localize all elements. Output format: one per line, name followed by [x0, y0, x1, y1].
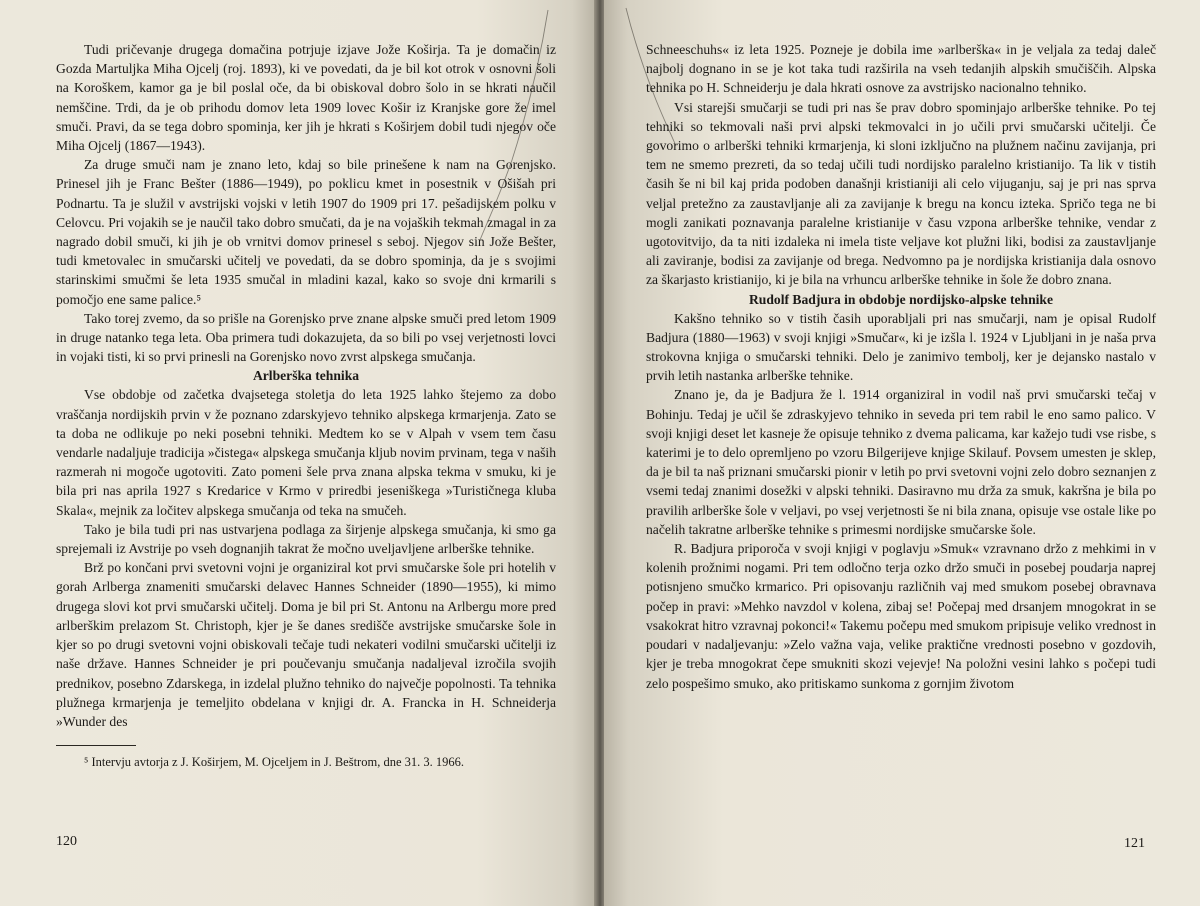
right-page: [604, 0, 1200, 906]
pencil-mark: [0, 0, 596, 906]
footnote: ⁵ Intervju avtorja z J. Koširjem, M. Ojceljem in J. Beštrom, dne 31. 3. 1966.: [84, 755, 464, 770]
paragraph: Schneeschuhs« iz leta 1925. Pozneje je dobila ime »arlberška« in je veljala za tedaj daleč najbolj dognano in se je kot taka tudi razširila na vseh tedanjih alpskih smučiščih. Alpska tehnika po H. Schneiderju je dala hkrati osnove za avstrijsko nacionalno tehniko.: [646, 42, 1156, 96]
section-heading: Rudolf Badjura in obdobje nordijsko-alpske tehnike: [748, 291, 1054, 307]
left-page: [0, 0, 596, 906]
paragraph: Vse obdobje od začetka dvajsetega stoletja do leta 1925 lahko štejemo za dobo vraščanja nordijskih prvin v že poznano zdarskyjevo tehniko alpskega krmarjenja. Zato se ta doba ne odlikuje po neki posebni tehniki. Medtem ko se v Alpah v vsem tem času vendarle nadaljuje tradicija »čistega« alpskega smučanja kljub novim prvinam, tega v naših razmerah ni mogoče ugotoviti. Zato pomeni šele prva znana alpska tekma v smuku, ki je bila pri nas aprila 1927 s Kredarice v Krmo v priredbi jeseniškega »Turističnega kluba Skala«, mejnik za ločitev alpskega smučanja od teka na smučeh.: [56, 387, 556, 518]
page-number: 120: [56, 834, 77, 849]
paragraph: Tudi pričevanje drugega domačina potrjuje izjave Jože Koširja. Ta je domačin iz Gozda Martuljka Miha Ojcelj (roj. 1893), ki ve povedati, da je bil kot otrok v osnovni šoli na Koroškem, kamor ga je bil poslal oče, da bi obiskoval dobro šolo in se hkrati naučil nemščine. Trdi, da je ob prihodu domov leta 1909 lovec Košir iz Kranjske gore že imel smuči. Pravi, da se tega dobro spominja, ker jih je hkrati s Koširjem dobil tudi njegov oče Miha Ojcelj (1867—1943).: [56, 42, 556, 154]
section-heading: Arlberška tehnika: [252, 368, 360, 384]
paragraph: Tako torej zvemo, da so prišle na Gorenjsko prve znane alpske smuči pred letom 1909 in druge natanko tega leta. Oba primera tudi dokazujeta, da so bili po vsej verjetnosti lovci in vojaki tisti, ki so prvi prinesli na Gorenjsko novo zvrst alpskega smučanja.: [56, 310, 556, 365]
paragraph: Za druge smuči nam je znano leto, kdaj so bile prinešene k nam na Gorenjsko. Prinesel jih je Franc Bešter (1886—1949), po poklicu kmet in posestnik v Ošišah pri Podnartu. Ta je služil v avstrijski vojski v letih 1907 do 1909 pri 17. pešadijskem polku v Celovcu. Pri vojakih se je naučil tako dobro smučati, da je na vojaških tekmah zmagal in za nagrado dobil smuči, ki jih je ob vrnitvi domov prinesel s seboj. Njegov sin Jože Bešter, tudi kmetovalec in smučarski učitelj ve povedati, da se dobro spominja, da je s svojimi starinskimi smučmi še leta 1935 smučal in mladini kazal, kako so svoje dni krmarili s pomočjo ene same palice.⁵: [56, 157, 556, 307]
pencil-mark: [604, 0, 1200, 906]
paragraph: Tako je bila tudi pri nas ustvarjena podlaga za širjenje alpskega smučanja, ki smo ga sprejemali iz Avstrije po vseh dognanjih takrat že močno uveljavljene arlberške tehnike.: [56, 521, 556, 557]
paragraph: R. Badjura priporoča v svoji knjigi v poglavju »Smuk« vzravnano držo z mehkimi in v kolenih prožnimi nogami. Pri tem odločno terja ozko držo smuči in posebej poudarja naprej potisnjeno smučko krmarico. Pri opisovanju različnih vaj med smukom posebej obravnava počep in pravi: »Mehko navzdol v kolena, zibaj se! Počepaj med drsanjem mnogokrat in se vsakokrat hitro vzravnaj pokonci!« Takemu počepu med smukom pripisuje veliko vrednost in poudari v nadaljevanju: »Zelo važna vaja, velike praktične vrednosti posebno v gozdovih, kjer je treba mnogokrat čepe smukniti skozi vejevje! Na položni vesini lahko s počepi tudi zelo pospešimo smuko, ako pritiskamo sunkoma z gornjim životom: [646, 541, 1156, 691]
paragraph: Znano je, da je Badjura že l. 1914 organiziral in vodil naš prvi smučarski tečaj v Bohinju. Tedaj je učil še zdraskyjevo tehniko in seveda pri tem rabil le eno samo palico. V svoji knjigi deset let kasneje že opisuje tehniko z dvema palicama, kar kažejo tudi vse risbe, s katerimi je to delo opremljeno po vzoru Bilgerijeve knjige Skilauf. Povsem umesten je sklep, da je bil ta naš priznani smučarski pionir v letih po prvi svetovni vojni zelo dobro seznanjen z vsemi tedaj znanimi dosežki v alpski tehniki. Dasiravno mu drža za smuk, kakršna je bila po pravilih arlberške šole v veljavi, po vsej verjetnosti še ni bila znana, opisuje vse ostale like po načelih takratne arlberške tehnike s primesmi nordijske smučarske šole.: [646, 387, 1156, 537]
page-number: 121: [1124, 836, 1145, 851]
paragraph: Vsi starejši smučarji se tudi pri nas še prav dobro spominjajo arlberške tehnike. Po tej tehniki so tekmovali naši prvi alpski tekmovalci in jo učili prvi smučarski učitelji. Če govorimo o arlberški tehniki krmarjenja, ki sloni izključno na plužnem načinu zavijanja, pri tem ne smemo prezreti, da so tedaj učili tudi nordijsko paralelno kristianijo. Ta lik v tistih časih še ni bil kaj prida podoben današnji kristianiji ali celo vijuganju, saj je pri nas sprva veljal pretežno za zaustavljanje ali za zavijanje k bregu na koncu izteka. Spričo tega ne bi mogli zanikati poznavanja paralelne kristianije v času vzpona arlberške tehnike, vendar z ugotovitvijo, da ta niti izdaleka ni imela tiste veljave kot plužni liki, bodisi za zaustavljanje ali zaviranje, bodisi za zavijanje od brega. Nedvomno pa je nordijska kristianija dala osnovo za škarjasto kristianijo, ki je bila na vrhuncu arlberške tehnike in šole že dobro znana.: [646, 99, 1156, 288]
paragraph: Brž po končani prvi svetovni vojni je organiziral kot prvi smučarske šole pri hotelih v gorah Arlberga znameniti smučarski delavec Hannes Schneider (1890—1955), ki mimo drugega slovi kot prvi smučarski učitelj. Doma je bil pri St. Antonu na Arlbergu more pred arlberškim prelazom St. Christoph, kjer je še danes središče avstrijske smučarske šole in kjer so po drugi svetovni vojni obiskovali tečaje tudi nekateri vodilni smučarski učitelji iz naše države. Hannes Schneider je pri poučevanju smučanja nadaljeval izročila svojih prednikov, posebno Zdarskega, in izdelal plužno tehniko do največje popolnosti. Ta tehnika plužnega krmarjenja je temeljito obdelana v knjigi dr. A. Francka in H. Schneiderja »Wunder des: [56, 560, 556, 729]
paragraph: Kakšno tehniko so v tistih časih uporabljali pri nas smučarji, nam je opisal Rudolf Badjura (1880—1963) v svoji knjigi »Smučar«, ki je izšla l. 1924 v Ljubljani in je naša prva strokovna knjiga o smučarski tehniki. Delo je zanimivo tembolj, ker je dejansko nastalo v prvih letih nastanka arlberške tehnike.: [646, 310, 1156, 384]
